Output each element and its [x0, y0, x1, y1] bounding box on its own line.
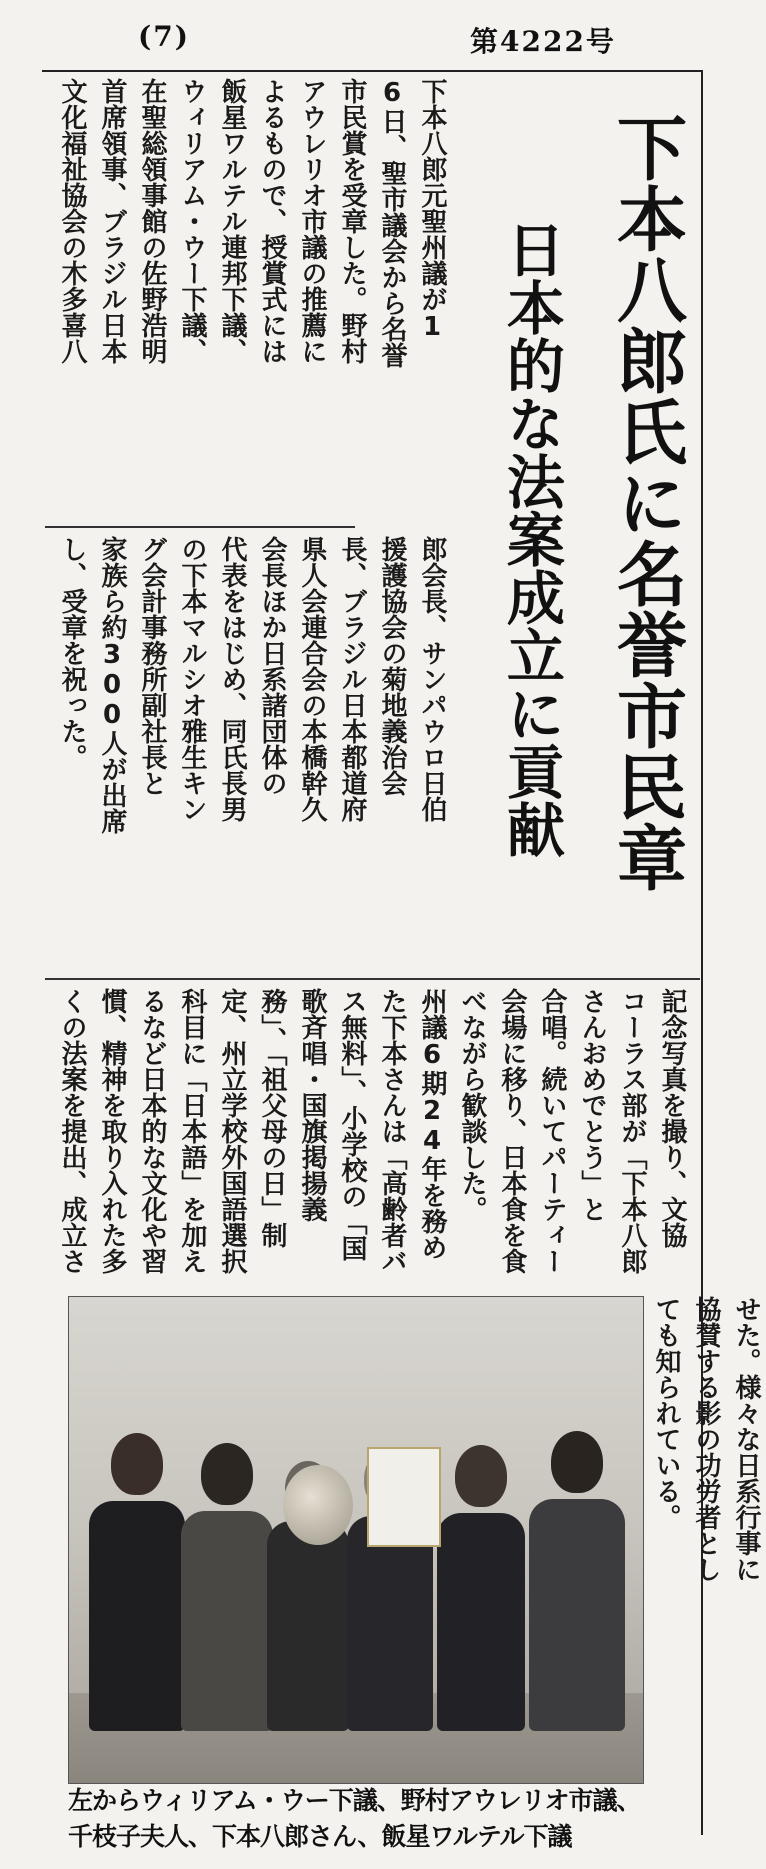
- article-block-2: 郎会長、サンパウロ日伯 援護協会の菊地義治会 長、ブラジル日本都道府 県人会連合会の本橋幹久 会長ほか日系諸団体の 代表をはじめ、同氏長男 の下本マルシオ雅生キン グ会計事務所副社長と 家族ら約300人が出席 し、受章を祝った。: [57, 536, 447, 834]
- certificate: [367, 1447, 441, 1547]
- article-block-5: せた。様々な日系行事に 協賛する影の功労者とし ても知られている。: [651, 1296, 761, 1582]
- main-headline: 下本八郎氏に名誉市民章: [605, 112, 689, 893]
- caption-line-2: 千枝子夫人、下本八郎さん、飯星ワルテル下議: [68, 1822, 572, 1851]
- group-photo: [68, 1296, 644, 1784]
- person-5: [437, 1445, 525, 1731]
- person-2: [181, 1443, 273, 1731]
- person-6: [529, 1431, 625, 1731]
- article-block-4: 記念写真を撮り、文協 コーラス部が「下本八郎 さんおめでとう」と 合唱。続いてパーティー 会場に移り、日本食を食 べながら歓談した。 州議6期24年を務め た下本さんは「高齢者バ ス無料」、小学校の「国 歌斉唱・国旗掲揚義 務」、「祖父母の日」制 定、州立学校外国語選択 科目に「日本語」を加え るなど日本的な文化や習 慣、精神を取り入れた多 くの法案を提出、成立さ: [57, 988, 687, 1274]
- flower-bouquet: [283, 1465, 353, 1545]
- page-number: (7): [138, 20, 190, 53]
- column-divider: [45, 526, 355, 528]
- photo-caption: [68, 1783, 668, 1855]
- issue-number: 第4222号: [470, 25, 616, 58]
- person-1: [89, 1433, 185, 1731]
- caption-line-1: 左からウィリアム・ウー下議、野村アウレリオ市議、: [68, 1786, 641, 1815]
- article-block-1: 下本八郎元聖州議が1 6日、聖市議会から名誉 市民賞を受章した。野村 アウレリオ市議の推薦に よるもので、授賞式には 飯星ワルテル連邦下議、 ウィリアム・ウー下議、 在聖総領事館の佐野浩明 首席領事、ブラジル日本 文化福祉協会の木多喜八: [57, 78, 447, 368]
- column-divider: [45, 978, 700, 980]
- sub-headline: 日本的な法案成立に貢献: [496, 220, 565, 858]
- top-rule: [42, 70, 702, 72]
